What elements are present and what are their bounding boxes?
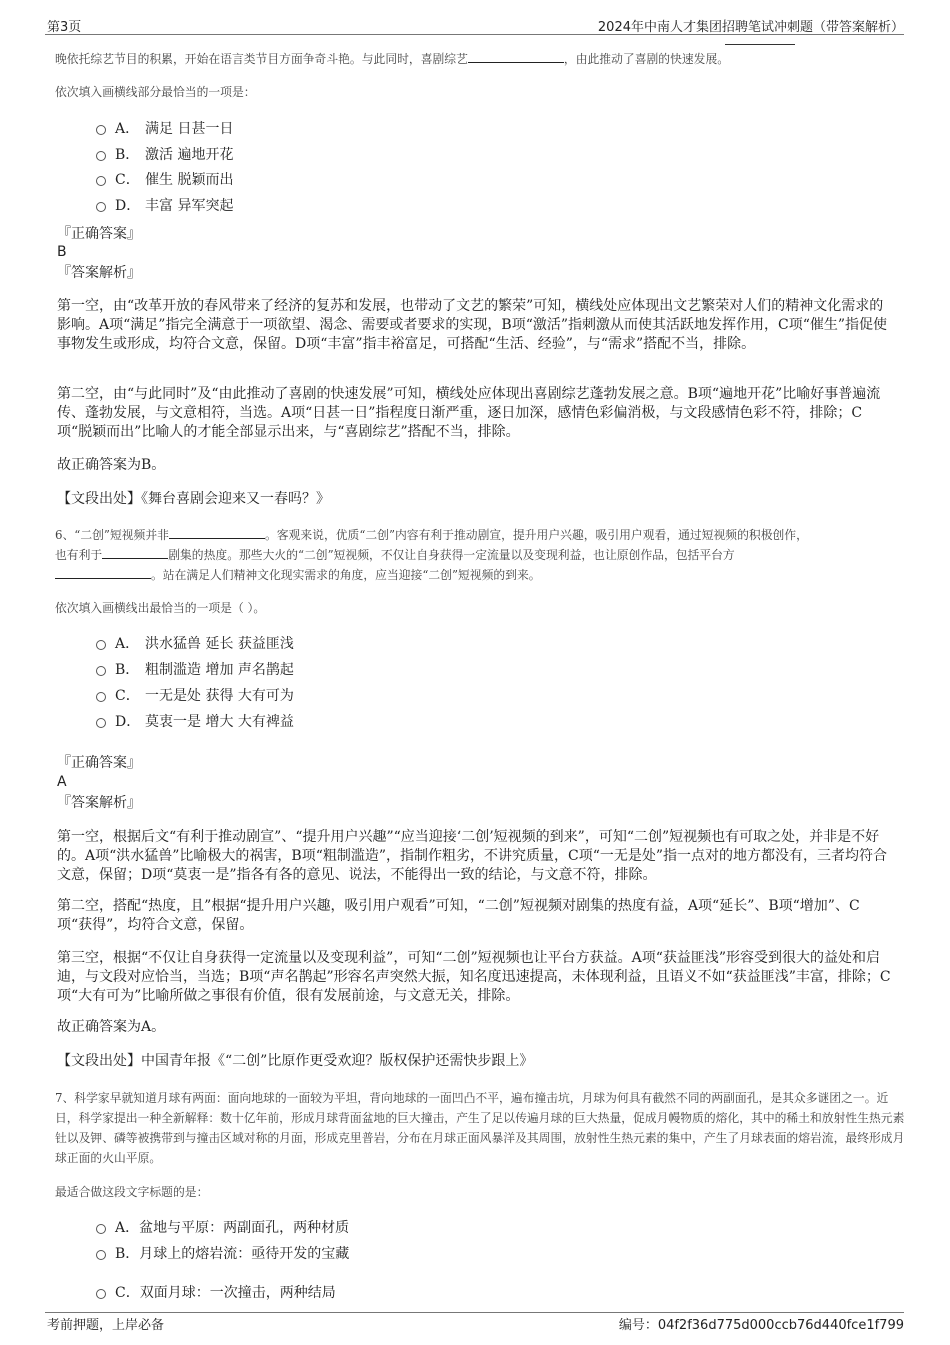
option-label: C． — [115, 1285, 140, 1301]
footer-divider — [45, 1312, 904, 1313]
page-footer — [45, 1314, 904, 1333]
q5-conclusion: 故正确答案为B。 — [57, 457, 166, 473]
option-text: 双面月球：一次撞击，两种结局 — [139, 1285, 336, 1301]
q6-analysis-1: 第一空，根据后文“有利于推动剧宣”、“提升用户兴趣”“应当迎接‘二创’短视频的到来”，可知“二创”短视频也有可取之处，并非是不好的。A项“洪水猛兽”比喻极大的祸害，B项“粗制滥造”，指制作粗劣，不讲究质量，C项“一无是处”指一点对的地方都没有，三者均符合文意，保留；D项“莫衷一是”指各有各的意见、说法，不能得出一致的结论，与文意不符，排除。 — [57, 829, 888, 883]
radio-button-icon[interactable] — [96, 1289, 106, 1299]
option-text: 催生 脱颖而出 — [145, 172, 234, 188]
option-label: B． — [115, 1246, 140, 1262]
q6-stem-part3: 也有利于 — [55, 548, 103, 562]
option-label: C． — [115, 172, 140, 188]
option-label-text — [115, 1244, 349, 1264]
q5-analysis-1: 第一空，由“改革开放的春风带来了经济的复苏和发展，也带动了文艺的繁荣”可知，横线处应体现出文艺繁荣对人们的精神文化需求的影响。A项“满足”指完全满意于一项欲望、渴念、需要或者要求的实现，B项“激活”指刺激从而使其活跃地发挥作用，C项“催生”指促使事物发生或形成，均符合文意，保留。D项“丰富”指丰裕富足，可搭配“生活、经验”，与“需求”搭配不当，排除。 — [57, 298, 888, 352]
q6-blank-2 — [102, 546, 168, 559]
document-id: 编号：04f2f36d775d000ccb76d440fce1f799 — [618, 1318, 904, 1333]
q6-stem-part2: 。客观来说，优质“二创”内容有利于推动剧宣，提升用户兴趣，吸引用户观看，通过短视频的积极创作， — [264, 528, 808, 542]
q5-stem-part1: 晚依托综艺节目的积累，开始在语言类节目方面争奇斗艳。与此同时，喜剧综艺 — [55, 52, 468, 66]
option-text: 莫衷一是 增大 大有裨益 — [145, 714, 294, 730]
footer-slogan: 考前押题，上岸必备 — [47, 1318, 165, 1333]
radio-button-icon[interactable] — [96, 692, 106, 702]
option-label: A． — [115, 636, 140, 652]
radio-button-icon[interactable] — [96, 640, 106, 650]
q5-blank — [468, 50, 564, 63]
q5-answer-title: 『正确答案』 — [57, 226, 141, 242]
radio-button-icon[interactable] — [96, 202, 106, 212]
page-header — [45, 16, 904, 35]
radio-button-icon[interactable] — [96, 176, 106, 186]
option-text: 丰富 异军突起 — [145, 198, 234, 214]
radio-button-icon[interactable] — [96, 125, 106, 135]
radio-button-icon[interactable] — [96, 1224, 106, 1234]
q5-stem-part2: ，由此推动了喜剧的快速发展。 — [563, 52, 730, 66]
q5-prompt: 依次填入画横线部分最恰当的一项是： — [55, 85, 256, 99]
q6-stem-part1: 6、“二创”短视频并非 — [55, 528, 169, 542]
option-text: 洪水猛兽 延长 获益匪浅 — [145, 636, 294, 652]
option-text: 一无是处 获得 大有可为 — [145, 688, 294, 704]
q6-stem — [55, 525, 905, 585]
header-underline-mark — [725, 44, 795, 45]
radio-button-icon[interactable] — [96, 718, 106, 728]
q6-stem-part4: 剧集的热度。那些大火的“二创”短视频，不仅让自身获得一定流量以及变现利益，也让原创作品，包括平台方 — [168, 548, 735, 562]
option-label: C． — [115, 688, 140, 704]
q5-analysis-title: 『答案解析』 — [57, 265, 141, 281]
option-text: 满足 日甚一日 — [145, 121, 234, 137]
option-label: D． — [115, 714, 141, 730]
radio-button-icon[interactable] — [96, 1250, 106, 1260]
q5-answer: B — [57, 244, 67, 260]
option-text: 盆地与平原：两副面孔，两种材质 — [139, 1220, 350, 1236]
q6-blank-3 — [55, 566, 151, 579]
q6-analysis-title: 『答案解析』 — [57, 795, 141, 811]
q6-stem-part5: 。站在满足人们精神文化现实需求的角度，应当迎接“二创”短视频的到来。 — [151, 568, 541, 582]
q6-answer-title: 『正确答案』 — [57, 755, 141, 771]
q5-analysis-2: 第二空，由“与此同时”及“由此推动了喜剧的快速发展”可知，横线处应体现出喜剧综艺蓬勃发展之意。B项“遍地开花”比喻好事普遍流传、蓬勃发展，与文意相符，当选。A项“日甚一日”指程度日渐严重，逐日加深，感情色彩偏消极，与文段感情色彩不符，排除；C项“脱颖而出”比喻人的才能全部显示出来，与“喜剧综艺”搭配不当，排除。 — [57, 386, 881, 440]
option-text: 粗制滥造 增加 声名鹊起 — [145, 662, 294, 678]
q6-analysis-2: 第二空，搭配“热度，且”根据“提升用户兴趣，吸引用户观看”可知，“二创”短视频对剧集的热度有益，A项“延长”、B项“增加”、C项“获得”，均符合文意，保留。 — [57, 898, 860, 933]
radio-button-icon[interactable] — [96, 151, 106, 161]
option-label: D． — [115, 198, 141, 214]
q7-stem: 7、科学家早就知道月球有两面：面向地球的一面较为平坦，背向地球的一面凹凸不平，遍布撞击坑，月球为何具有截然不同的两副面孔，是其众多谜团之一。近日，科学家提出一种全新解释：数十亿年前，形成月球背面盆地的巨大撞击，产生了足以传遍月球的巨大热量，促成月幔物质的熔化，其中的稀土和放射性生热元素钍以及钾、磷等被携带到与撞击区域对称的月面，形成克里普岩，分布在月球正面风暴洋及其周围，放射性生热元素的集中，产生了月球表面的熔岩流，最终形成月球正面的火山平原。 — [55, 1091, 905, 1165]
header-divider — [45, 34, 904, 35]
option-text: 月球上的熔岩流：亟待开发的宝藏 — [139, 1246, 350, 1262]
q7-prompt: 最适合做这段文字标题的是： — [55, 1185, 209, 1199]
q6-prompt: 依次填入画横线出最恰当的一项是（ ）。 — [55, 601, 266, 615]
q5-source: 【文段出处】《舞台喜剧会迎来又一春吗？》 — [57, 491, 330, 507]
option-label-text — [115, 1283, 336, 1303]
q6-blank-1 — [169, 526, 265, 539]
option-label: B． — [115, 662, 140, 678]
q6-conclusion: 故正确答案为A。 — [57, 1019, 166, 1035]
radio-button-icon[interactable] — [96, 666, 106, 676]
option-label: B． — [115, 147, 140, 163]
page-number: 第3页 — [47, 20, 82, 35]
q6-analysis-3: 第三空，根据“不仅让自身获得一定流量以及变现利益”，可知“二创”短视频也让平台方获益。A项“获益匪浅”形容受到很大的益处和启迪，与文段对应恰当，当选；B项“声名鹊起”形容名声突然大振，知名度迅速提高，未体现利益，且语义不如“获益匪浅”丰富，排除；C项“大有可为”比喻所做之事很有价值，很有发展前途，与文意无关，排除。 — [57, 950, 891, 1004]
document-title: 2024年中南人才集团招聘笔试冲刺题（带答案解析） — [597, 20, 904, 35]
q5-stem — [55, 49, 905, 69]
q6-answer: A — [57, 774, 67, 790]
option-label-text — [115, 1218, 349, 1238]
option-label: A． — [115, 121, 140, 137]
q6-source: 【文段出处】中国青年报《“二创”比原作更受欢迎？版权保护还需快步跟上》 — [57, 1053, 534, 1069]
option-label: A． — [115, 1220, 140, 1236]
option-text: 激活 遍地开花 — [145, 147, 234, 163]
